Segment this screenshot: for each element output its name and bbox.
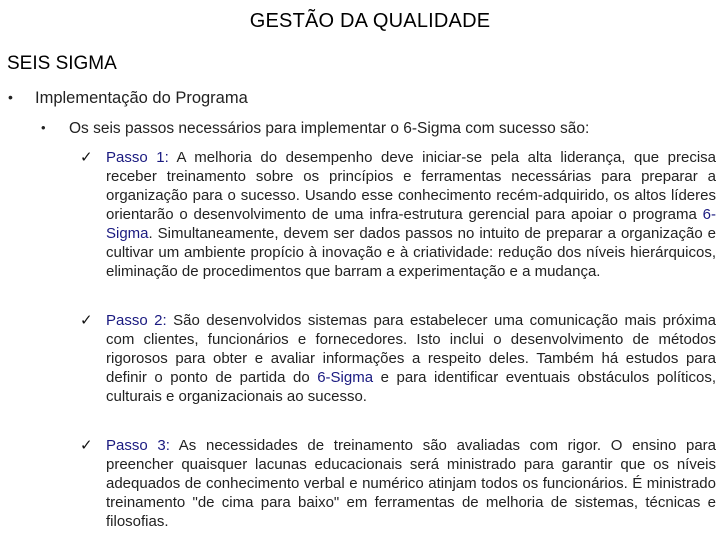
checkmark-icon: ✓ [80, 312, 93, 329]
checkmark-icon: ✓ [80, 437, 93, 454]
step-2-label: Passo 2: [106, 312, 167, 329]
step-3-text-a: As necessidades de treinamento são avaliadas com rigor. O ensino para preencher quaisquer lacunas educacionais será ministrado para garantir que os níveis adequados de conhecimento verbal e numérico atinjam todos os funcionários. É ministrado treinamento "de cima para baixo" em ferramentas de melhoria de sistemas, técnicas e filosofias. [106, 437, 717, 530]
step-1-text-a: A melhoria do desempenho deve iniciar-se pela alta liderança, que precisa receber treinamento sobre os princípios e ferramentas necessárias para preparar a organização para o sucesso. Usando esse conhecimento recém-adquirido, os altos líderes orientarão o desenvolvimento de uma infra-estrutura gerencial para apoiar o programa [106, 149, 717, 223]
step-2 [80, 311, 716, 406]
step-1-link: 6-Sigma [106, 206, 716, 242]
step-1-text-b: . Simultaneamente, devem ser dados passos no intuito de preparar a organização e cultivar um ambiente propício à inovação e à criatividade: redução dos níveis hierárquicos, eliminação de procedimentos que barram a experimentação e a mudança. [106, 225, 716, 280]
step-3-body [106, 436, 716, 531]
slide-title: GESTÃO DA QUALIDADE [249, 10, 491, 32]
step-2-text-b: e para identificar eventuais obstáculos políticos, culturais e organizacionais ao sucesso. [106, 369, 716, 405]
checkmark-icon: ✓ [80, 149, 93, 166]
bullet-dot-icon: • [41, 120, 46, 135]
step-1 [80, 148, 716, 281]
step-1-body [106, 148, 716, 281]
step-3-label: Passo 3: [106, 437, 170, 454]
section-heading: SEIS SIGMA [7, 53, 117, 74]
step-2-text-a: São desenvolvidos sistemas para estabelecer uma comunicação mais próxima com clientes, funcionários e fornecedores. Isto inclui o desenvolvimento de métodos rigorosos para obter e avaliar informações a respeito deles. Também há estudos para definir o ponto de partida do [106, 312, 716, 386]
step-2-link: 6-Sigma [317, 369, 374, 386]
bullet-dot-icon: • [8, 89, 13, 105]
bullet-level-2-text: Os seis passos necessários para implementar o 6-Sigma com sucesso são: [69, 120, 590, 137]
step-3 [80, 436, 716, 531]
bullet-level-1-text: Implementação do Programa [35, 89, 248, 107]
step-1-label: Passo 1: [106, 149, 169, 166]
step-2-body [106, 311, 716, 406]
